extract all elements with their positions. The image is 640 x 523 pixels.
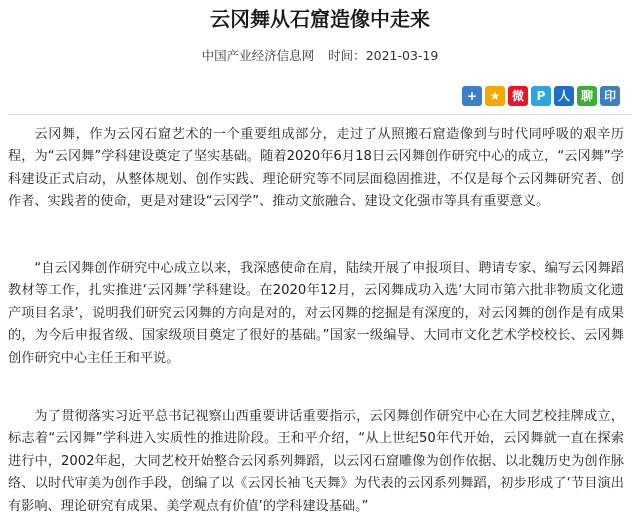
tencent-weibo-icon: P bbox=[536, 89, 546, 103]
star-bookmark-share-button[interactable] bbox=[485, 86, 505, 106]
wechat-icon: 聊 bbox=[580, 89, 593, 103]
wechat-share-button[interactable] bbox=[577, 86, 597, 106]
article-time-value: 2021-03-19 bbox=[365, 48, 439, 63]
plus-share-icon: + bbox=[466, 89, 478, 103]
weibo-share-button[interactable] bbox=[508, 86, 528, 106]
renren-icon: 人 bbox=[557, 89, 570, 103]
tencent-weibo-share-button[interactable] bbox=[531, 86, 551, 106]
article-meta bbox=[0, 47, 640, 65]
weibo-icon: 微 bbox=[511, 89, 524, 103]
print-share-button[interactable] bbox=[600, 86, 620, 106]
article-source: 中国产业经济信息网 bbox=[201, 48, 315, 63]
star-bookmark-icon: ★ bbox=[489, 89, 501, 103]
article-title: 云冈舞从石窟造像中走来 bbox=[210, 7, 430, 31]
plus-share-share-button[interactable] bbox=[462, 86, 482, 106]
article-time-label: 时间： bbox=[328, 48, 366, 63]
article-paragraph: 为了贯彻落实习近平总书记视察山西重要讲话重要指示，云冈舞创作研究中心在大同艺校挂牌成立，标志着“云冈舞”学科进入实质性的推进阶段。王和平介绍，“从上世纪50年代开始，云冈舞就一直在探索进行中，2002年起，大同艺校开始整合云冈系列舞蹈，以云冈石窟雕像为创作依据、以北魏历史为创作脉络、以时代审美为创作手段，创编了以《云冈长袖飞天舞》为代表的云冈系列舞蹈，初步形成了‘节目演出有影响、理论研究有成果、美学观点有价值’的学科建设基础。” bbox=[8, 409, 624, 514]
header-divider bbox=[8, 114, 632, 115]
renren-share-button[interactable] bbox=[554, 86, 574, 106]
article-paragraph: “自云冈舞创作研究中心成立以来，我深感使命在肩，陆续开展了申报项目、聘请专家、编写云冈舞蹈教材等工作，扎实推进‘云冈舞’学科建设。在2020年12月，云冈舞成功入选‘大同市第六批非物质文化遗产项目名录’，说明我们研究云冈舞的方向是对的，对云冈舞的挖掘是有深度的，对云冈舞的创作是有成果的，为今后申报省级、国家级项目奠定了很好的基础。”国家一级编导、大同市文化艺术学校校长、云冈舞创作研究中心主任王和平说。 bbox=[8, 261, 624, 366]
print-icon: 印 bbox=[603, 89, 616, 103]
share-bar bbox=[462, 86, 620, 108]
article-paragraph: 云冈舞，作为云冈石窟艺术的一个重要组成部分，走过了从照搬石窟造像到与时代同呼吸的艰辛历程，为“云冈舞”学科建设奠定了坚实基础。随着2020年6月18日云冈舞创作研究中心的成立，“云冈舞”学科建设正式启动，从整体规划、创作实践、理论研究等不同层面稳固推进，不仅是每个云冈舞研究者、创作者、实践者的使命，更是对建设“云冈学”、推动文旅融合、建设文化强市等具有重要意义。 bbox=[8, 127, 624, 210]
